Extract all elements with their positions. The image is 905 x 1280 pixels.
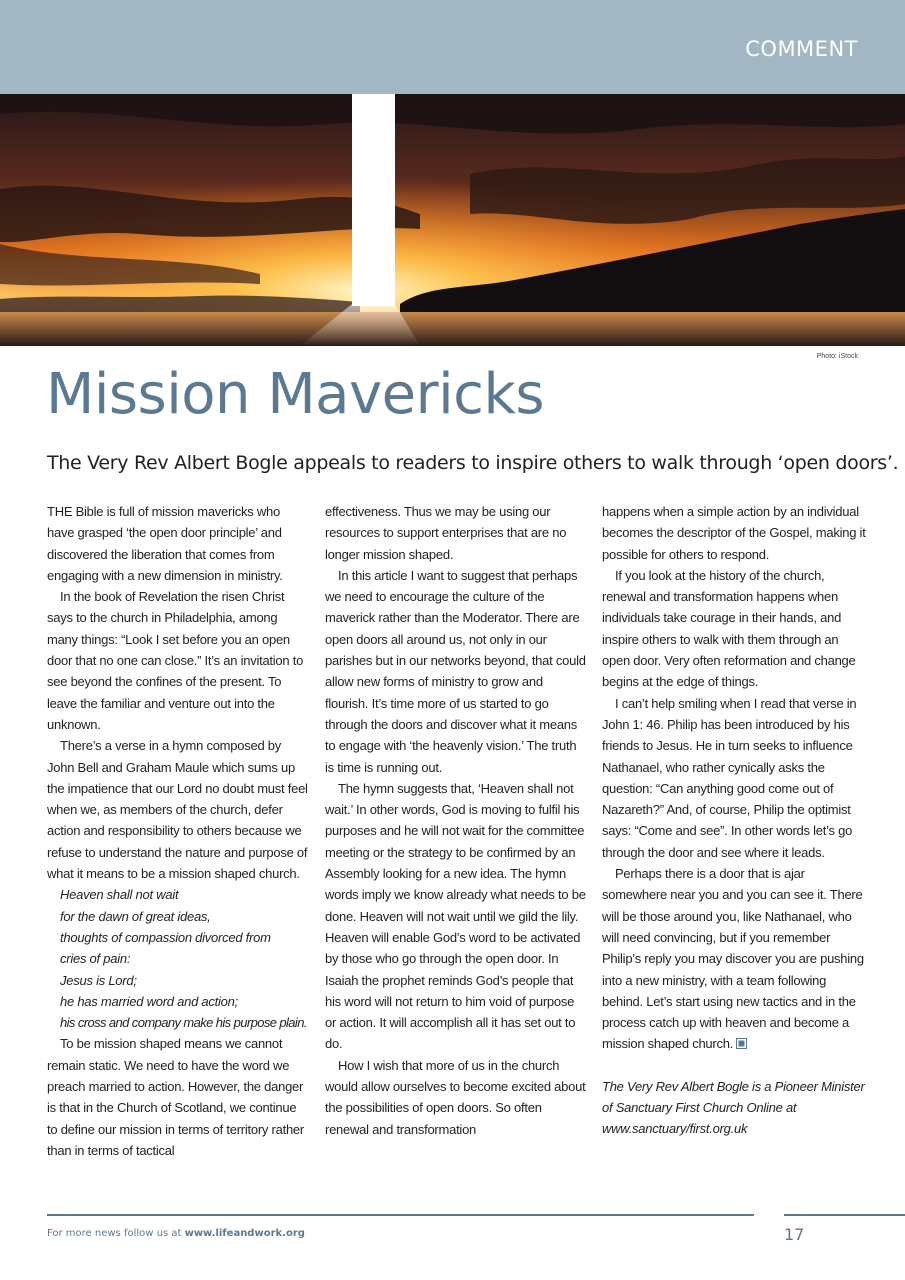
paragraph: To be mission shaped means we cannot remain static. We need to have the word we preach married to action. However, the danger is that in the Church of Scotland, we continue to define our mission in terms of territory rather than in terms of tactical [47, 1036, 304, 1158]
footer-rule-page [784, 1214, 905, 1216]
paragraph: I can’t help smiling when I read that verse in John 1: 46. Philip has been introduced by his friends to Jesus. He in turn seeks to influence Nathanael, who rather cynically asks the question: “Can anything good come out of Nazareth?” And, of course, Philip the optimist says: “Come and see”. In other words let’s go through the door and see where it leads. [602, 695, 857, 860]
hymn-line: his cross and company make his purpose plain. [60, 1015, 307, 1031]
article-standfirst: The Very Rev Albert Bogle appeals to readers to inspire others to walk through ‘open doors’. [47, 452, 899, 474]
article-column-1 [47, 501, 309, 1161]
paragraph: In the book of Revelation the risen Christ says to the church in Philadelphia, among many things: “Look I set before you an open door that no one can close.” It’s an invitation to see beyond the confines of the present. To leave the familiar and venture out into the unknown. [47, 589, 304, 732]
footer-text [47, 1228, 305, 1239]
hymn-line: he has married word and action; [60, 993, 238, 1009]
hymn-line: cries of pain: [60, 951, 131, 967]
paragraph-last [602, 863, 867, 1055]
paragraph: There’s a verse in a hymn composed by John Bell and Graham Maule which sums up the impatience that our Lord no doubt must feel when we, as members of the church, defer action and responsibility to others because we refuse to understand the nature and purpose of what it means to be a mission shaped church. [47, 738, 308, 882]
article-column-3 [602, 501, 867, 1140]
paragraph: The hymn suggests that, ‘Heaven shall not wait.’ In other words, God is moving to fulfil his purposes and he will not wait for the committee meeting or the strategy to be confirmed by an Assembly looking for a new idea. The hymn words imply we know already what needs to be done. Heaven will not wait until we gild the lily. Heaven will enable God’s word to be activated by those who go through the open door. In Isaiah the prophet reminds God’s people that his word will not return to him void of purpose or action. It will accomplish all it has set out to do. [325, 780, 586, 1052]
hero-photo [0, 94, 905, 346]
paragraph: How I wish that more of us in the church would allow ourselves to become excited about the possibilities of open doors. So often renewal and transformation [325, 1057, 586, 1137]
paragraph: In this article I want to suggest that perhaps we need to encourage the culture of the maverick rather than the Moderator. There are open doors all around us, not only in our parishes but in our networks beyond, that could allow new forms of ministry to grow and flourish. It’s time more of us started to go through the doors and discover what it means to engage with ‘the heavenly vision.’ The truth is time is running out. [325, 567, 586, 775]
hymn-line: thoughts of compassion divorced from [60, 929, 271, 945]
paragraph: happens when a simple action by an individual becomes the descriptor of the Gospel, making it possible for others to respond. [602, 504, 866, 562]
paragraph: THE Bible is full of mission mavericks who have grasped ‘the open door principle’ and discovered the liberation that comes from engaging with a new dimension in ministry. [47, 504, 283, 583]
page-number: 17 [784, 1225, 805, 1244]
footer-rule [47, 1214, 754, 1216]
section-label: COMMENT [745, 37, 858, 61]
photo-credit: Photo: iStock [816, 353, 858, 360]
hymn-quote [47, 884, 309, 1033]
footer-prefix: For more news follow us at [47, 1228, 185, 1239]
article-column-2 [325, 501, 587, 1140]
sunset-illustration [0, 94, 905, 346]
hymn-line: Jesus is Lord; [60, 972, 137, 988]
paragraph: If you look at the history of the church, renewal and transformation happens when individuals take courage in their hands, and inspire others to walk with them through an open door. Very often reformation and change begins at the edge of things. [602, 567, 856, 690]
hymn-line: Heaven shall not wait [60, 887, 179, 903]
hymn-line: for the dawn of great ideas, [60, 908, 211, 924]
header-banner [0, 0, 905, 94]
author-bio: The Very Rev Albert Bogle is a Pioneer Minister of Sanctuary First Church Online at www.sanctuary/first.org.uk [602, 1078, 865, 1137]
end-mark-icon [736, 1038, 747, 1049]
footer-link[interactable]: www.lifeandwork.org [184, 1228, 305, 1239]
paragraph-text: Perhaps there is a door that is ajar somewhere near you and you can see it. There will be those around you, like Nathanael, who will need convincing, but if you remember Philip’s reply you may discover you are pushing into a new ministry, with a team following behind. Let’s start using new tactics and in the process catch up with heaven and become a mission shaped church. [602, 866, 864, 1052]
article-title: Mission Mavericks [46, 362, 545, 427]
paragraph: effectiveness. Thus we may be using our resources to support enterprises that are no longer mission shaped. [325, 504, 567, 562]
